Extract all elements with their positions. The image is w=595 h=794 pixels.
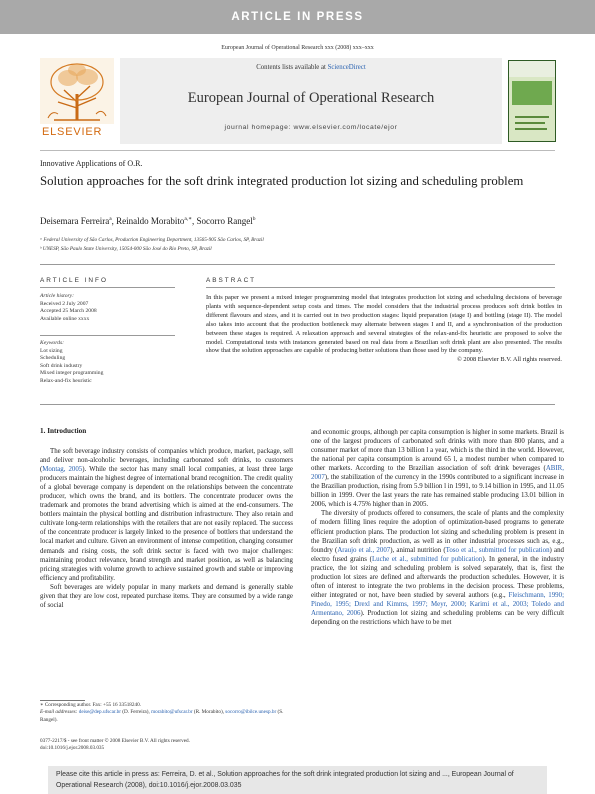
keyword: Lot sizing [40, 347, 63, 354]
issn-line: 0377-2217/$ - see front matter © 2008 Elsevier B.V. All rights reserved. [40, 738, 190, 744]
journal-banner [120, 58, 502, 144]
history-item: Available online xxxx [40, 315, 90, 322]
article-history [40, 293, 180, 323]
history-label: Article history: [40, 293, 75, 299]
article-title: Solution approaches for the soft drink integrated production lot sizing and scheduling problem [40, 174, 524, 188]
introduction-heading: 1. Introduction [40, 427, 87, 435]
footnote-rule [40, 700, 85, 701]
paragraph: Soft beverages are widely popular in many markets and demand is generally stable given that they are low cost, repeated purchase items. They are consumed by a wide range of social [40, 583, 295, 609]
sciencedirect-link[interactable]: ScienceDirect [327, 64, 366, 71]
citation-notice: Please cite this article in press as: Ferreira, D. et al., Solution approaches for the soft drink integrated production lot sizing and ..., European Journal of Operational Research (2008), doi:10.1016/j.ejor.2008.03.035 [48, 766, 547, 794]
contents-prefix: Contents lists available at [256, 64, 328, 71]
journal-homepage-link[interactable]: journal homepage: www.elsevier.com/locate/ejor [224, 124, 398, 131]
paragraph: The soft beverage industry consists of companies which produce, market, package, sell and deliver non-alcoholic beverages, including carbonated soft drinks, to customers (Montag, 2005). While the sector has many small local companies, at least three large producers maintain the highest degree of international brand recognition. The credit quality of a global beverage company is dependent on the relationships between the concentrate producer, which owns the brand, and its bottlers. The concentrate producer owns the trademark and promotes the brand advertising which is aimed at the end-consumers. The bottlers maintain the physical bottling and distribution infrastructure. They also retain and cultivate long-term relationships with the retailers that are not easily replaced. The success of the concentrate producer is largely linked to the presence of bottlers that understand the local market and culture. Given an environment of intense competition, changing consumer demands and rising costs, the soft drink sector is faced with two major challenges: maintaining product relevance, brand strength and market position, as well as balancing pricing strategies with volume growth to achieve sustained growth and stable or improving efficiency and profitability. [40, 448, 295, 582]
keywords [40, 340, 180, 386]
issn-block [40, 738, 190, 753]
article-section: Innovative Applications of O.R. [40, 159, 143, 168]
citation-link[interactable]: Luche et al., submitted for publication [371, 555, 483, 563]
divider [206, 287, 555, 288]
footnotes [40, 702, 294, 724]
banner-text: ARTICLE IN PRESS [231, 11, 364, 23]
running-head: European Journal of Operational Research xxx (2008) xxx–xxx [221, 45, 374, 51]
citation-link[interactable]: Montag, 2005 [42, 466, 83, 474]
author-name: Socorro Rangel [196, 216, 253, 226]
citation-link[interactable]: Toso et al., submitted for publication [445, 546, 550, 554]
right-column [311, 428, 564, 627]
contents-line [120, 64, 502, 71]
email-link[interactable]: morabito@ufscar.br [151, 709, 193, 716]
divider [40, 264, 555, 265]
author-mark: a [109, 216, 112, 222]
cover-graphic [509, 77, 555, 141]
divider [40, 335, 175, 336]
citation-link[interactable]: Fleischmann, 1990; Pinedo, 1995; Drexl and Kimms, 1997; Meyr, 2000; Karimi et al., 2003; Toledo and Armentano, 2006 [311, 591, 566, 617]
email-link[interactable]: deise@dep.ufscar.br [78, 709, 121, 716]
author-list: Deisemara Ferreira$^a$, Reinaldo Morabito$^{a,∗}$, Socorro Rangel$^b$ [40, 216, 256, 226]
author-mark: b [252, 216, 256, 222]
divider [40, 287, 175, 288]
history-item: Accepted 25 March 2008 [40, 308, 97, 315]
author-name: Deisemara Ferreira [40, 216, 110, 226]
abstract-text: In this paper we present a mixed integer programming model that integrates production lot sizing and scheduling decisions of beverage plants with sequence-dependent setup costs and times. The model considers that the industrial process produces soft drink bottles in different flavours and sizes, and it is carried out in two production stages: liquid preparation (stage I) and bottling (stage II). The model also takes into account that the production bottleneck may alternate between stages I and II, and a synchronisation of the production between these stages is required. A relaxation approach and several strategies of the relax-and-fix heuristic are proposed to solve the model. Computational tests with instances generated based on real data from a Brazilian soft drink plant are also presented. The results show that the solution approaches are capable of producing better solutions than those used by the company. [206, 294, 564, 355]
doi-line[interactable]: doi:10.1016/j.ejor.2008.03.035 [40, 745, 105, 752]
corresponding-author: ∗ Corresponding author. Fax: +55 16 33518240. [40, 702, 141, 708]
citation-link[interactable]: Araujo et al., 2007 [337, 546, 391, 554]
abstract-body [206, 294, 562, 365]
keywords-label: Keywords: [40, 340, 65, 346]
author-name: Reinaldo Morabito [116, 216, 185, 226]
article-info-heading: ARTICLE INFO [40, 277, 108, 284]
article-in-press-banner [0, 0, 595, 34]
keyword: Soft drink industry [40, 362, 83, 369]
divider [40, 404, 555, 405]
citation-link[interactable]: ABIR, 2007 [311, 465, 566, 482]
keyword: Relax-and-fix heuristic [40, 377, 92, 384]
keyword: Scheduling [40, 355, 66, 362]
paragraph: and economic groups, although per capita consumption is higher in some markets. Brazil is one of the largest producers of carbonated soft drinks with more than 800 plants, and a consumer market of more than 13 billion l a year, which is the third in the world. However, the national per capita consumption is around 65 l, a modest number when compared to other markets. According to the Brazilian association of soft drink beverages (ABIR, 2007), the stabilization of the currency in the 1990s contributed to a significant increase in the Brazilian production, rising from 5.9 billion l in 1991, to 9.14 billion in 1995, and 11.05 billion in 1999. Over the last years the rate has remained stable producing 13.01 billion in 2006, which is 4.75% higher than in 2005. [311, 429, 566, 509]
journal-masthead [40, 58, 555, 151]
affiliation: ᵇ UNESP, São Paulo State University, 15054-000 São José do Rio Preto, SP, Brazil [40, 246, 212, 252]
email-addresses: E-mail addresses: deise@dep.ufscar.br (D. Ferreira), morabito@ufscar.br (R. Morabito), socorro@ibilce.unesp.br (S. Rangel). [40, 709, 285, 723]
abstract-copyright: © 2008 Elsevier B.V. All rights reserved. [456, 356, 562, 364]
publisher-name: ELSEVIER [42, 126, 103, 138]
journal-title: European Journal of Operational Research [187, 90, 435, 106]
abstract-heading: ABSTRACT [206, 277, 257, 284]
journal-cover-image [508, 60, 556, 142]
history-item: Received 2 July 2007 [40, 300, 89, 307]
affiliation: ᵃ Federal University of São Carlos, Production Engineering Department, 13565-905 São Carlos, SP, Brazil [40, 237, 264, 243]
paragraph: The diversity of products offered to consumers, the scale of plants and the complexity of modern filling lines require the adoption of optimization-based programs to generate efficient production plans. The production lot sizing and scheduling problem is present in the Brazilian soft drink production, as well as in other industrial processes such as, e.g., foundry (Araujo et al., 2007), animal nutrition (Toso et al., submitted for publication) and electro fused grains (Luche et al., submitted for publication). In general, in the industry practice, the lot sizing and scheduling problem is solved separately, that is, first the production lot sizes are defined and afterwards the production schedules. However, it is often of interest to integrate the two problems in the decision process. These problems, either integrated or not, have been studied by several authors (e.g., Fleischmann, 1990; Pinedo, 1995; Drexl and Kimms, 1997; Meyr, 2000; Karimi et al., 2003; Toledo and Armentano, 2006). Production lot sizing and scheduling problems can be very difficult depending on the restrictions which have to be met [311, 510, 566, 626]
email-link[interactable]: socorro@ibilce.unesp.br [225, 709, 277, 716]
keyword: Mixed integer programming [40, 370, 104, 377]
author-mark[interactable]: a,∗ [184, 216, 192, 222]
left-column [40, 447, 293, 610]
